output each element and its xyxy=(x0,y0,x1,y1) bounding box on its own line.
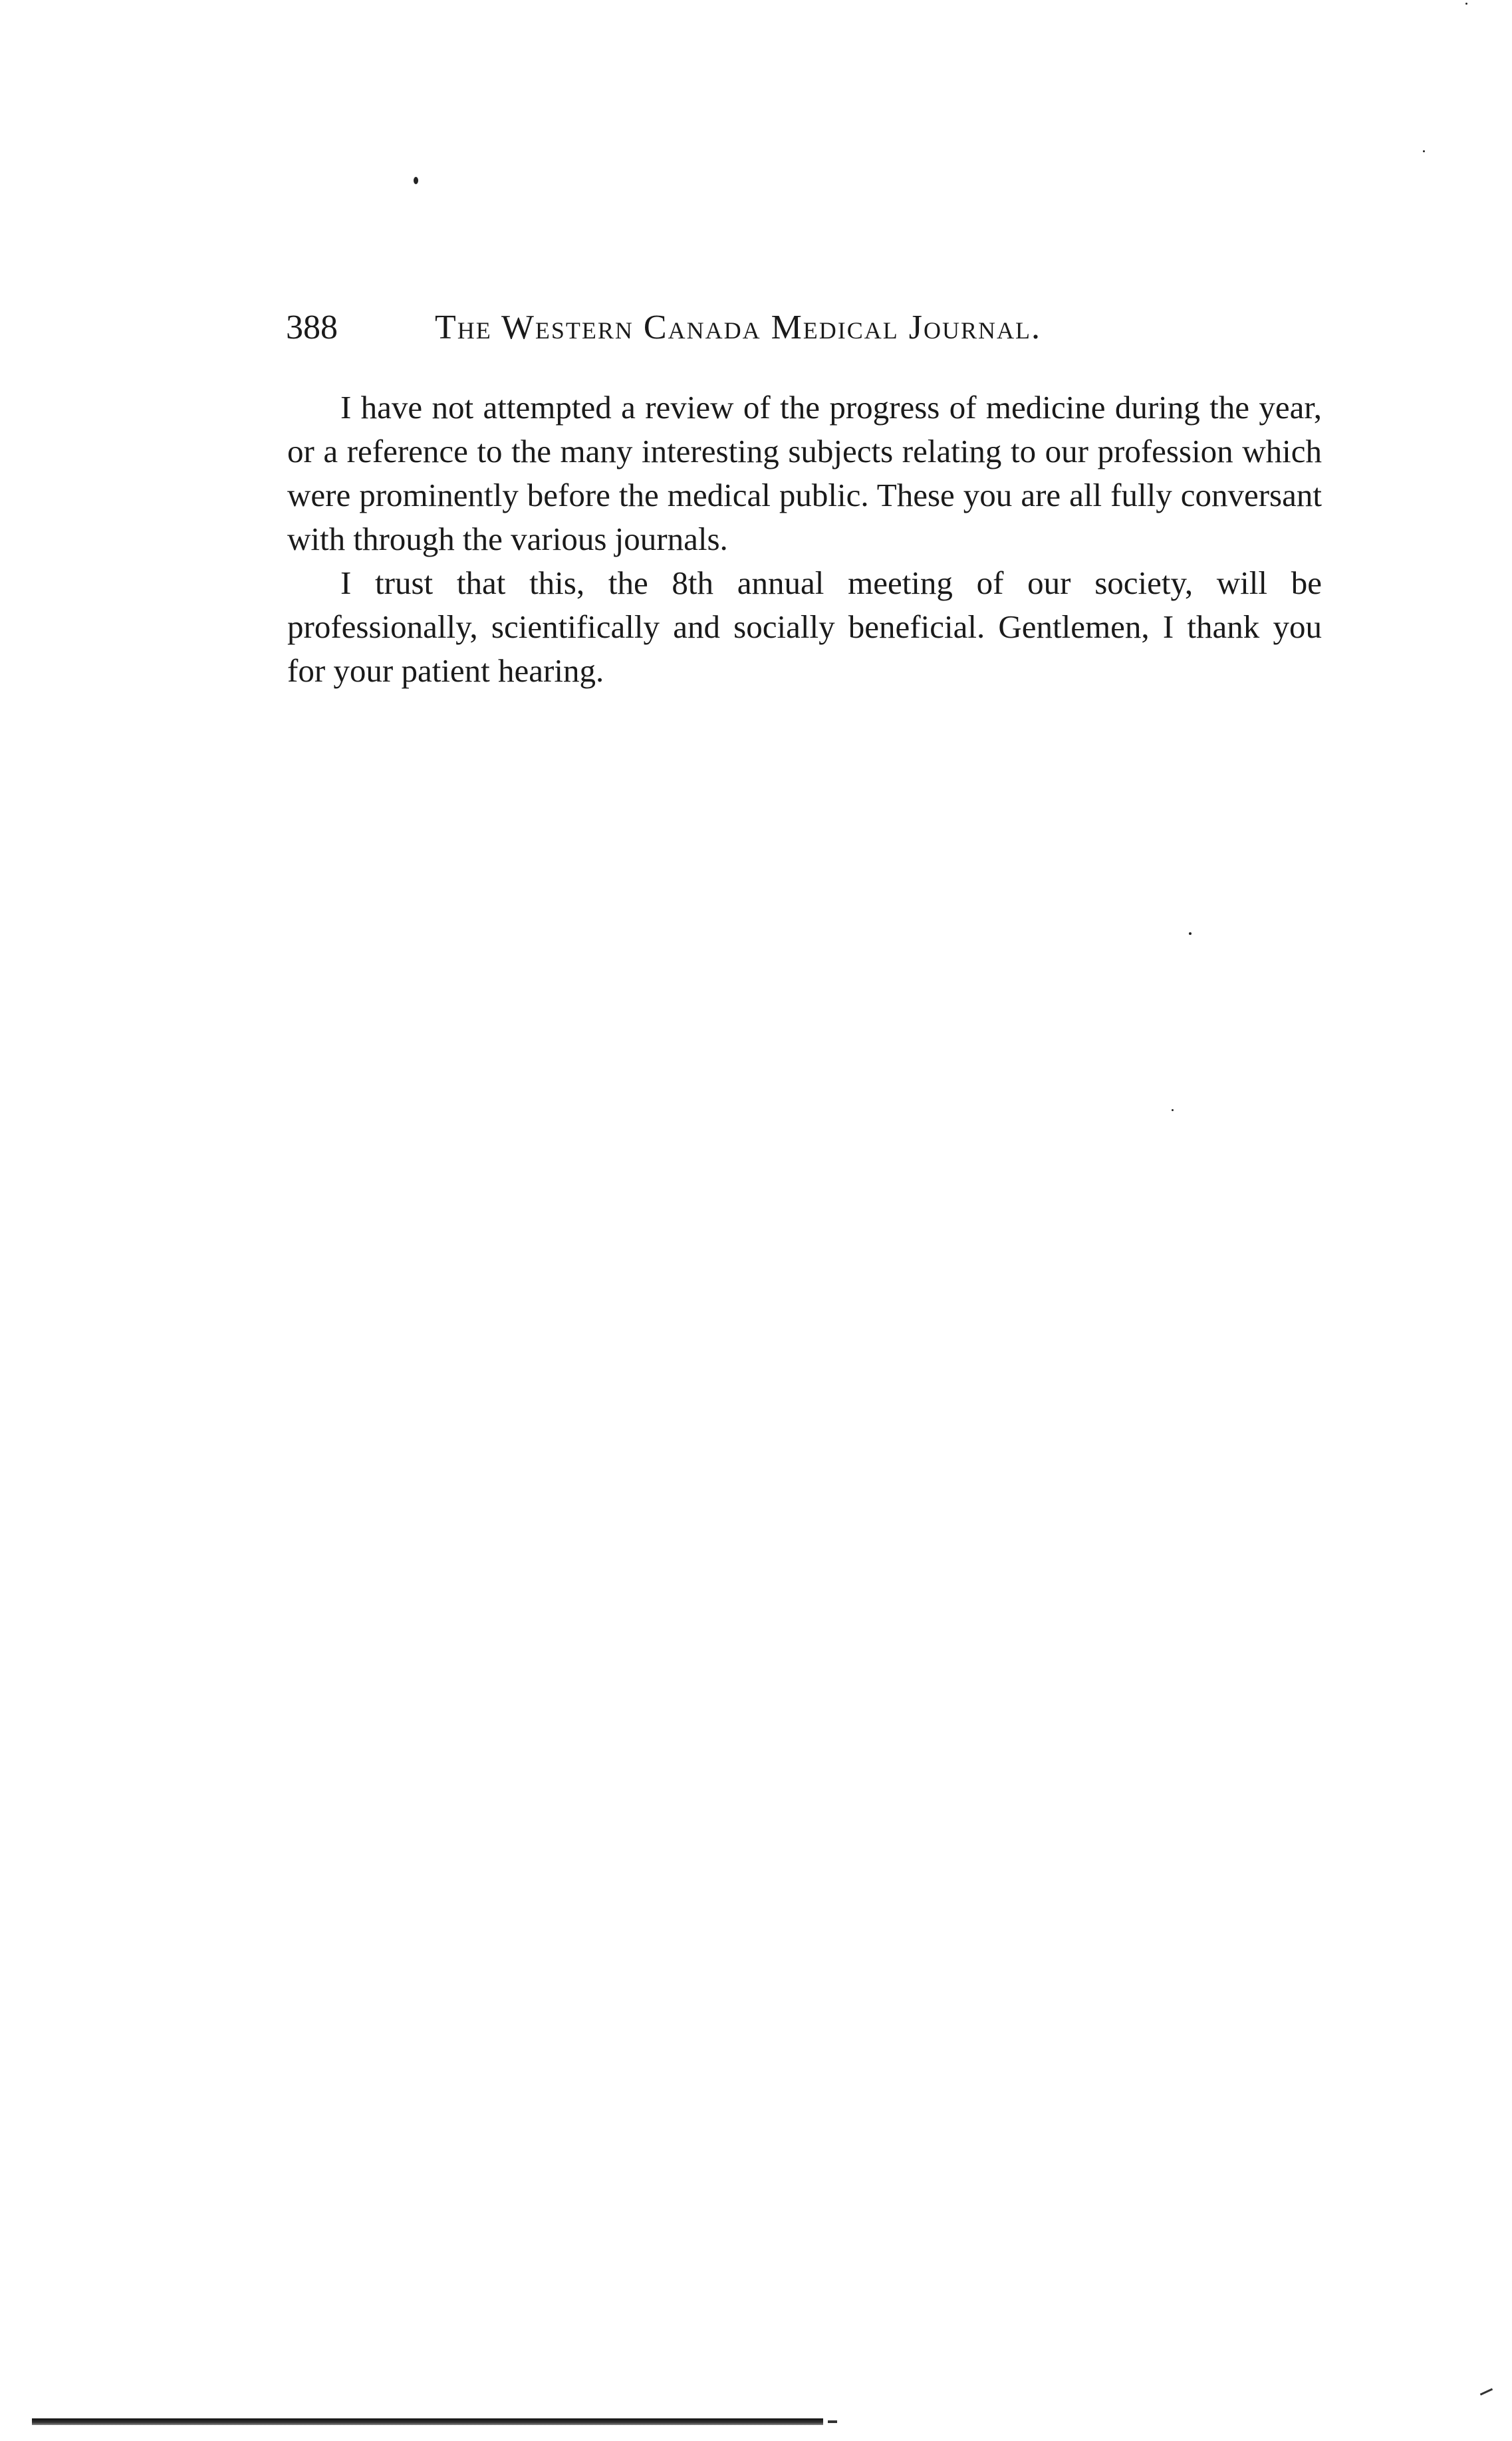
body-text xyxy=(287,386,1322,693)
paragraph-review: I have not attempted a review of the progress of medicine during the year, or a reference to the many interesting subjects relating to our profession which were prominently before the medical public. These you are all fully conversant with through the various journals. xyxy=(287,389,1322,557)
ink-speck xyxy=(1172,1109,1174,1111)
page-number: 388 xyxy=(286,309,338,346)
scan-edge-rule-tail xyxy=(828,2420,837,2423)
running-header xyxy=(286,305,1323,351)
ink-speck xyxy=(1423,150,1425,152)
ink-speck xyxy=(414,177,418,184)
scan-edge-rule xyxy=(32,2418,823,2425)
running-title: The Western Canada Medical Journal. xyxy=(435,309,1042,346)
paragraph-closing: I trust that this, the 8th annual meeting of our society, will be professionally, scientifically and socially beneficial. Gentlemen, I thank you for your patient hearing. xyxy=(287,565,1322,689)
scan-edge-mark xyxy=(1480,2388,1496,2402)
ink-speck xyxy=(1465,3,1467,5)
ink-speck xyxy=(1189,932,1192,935)
